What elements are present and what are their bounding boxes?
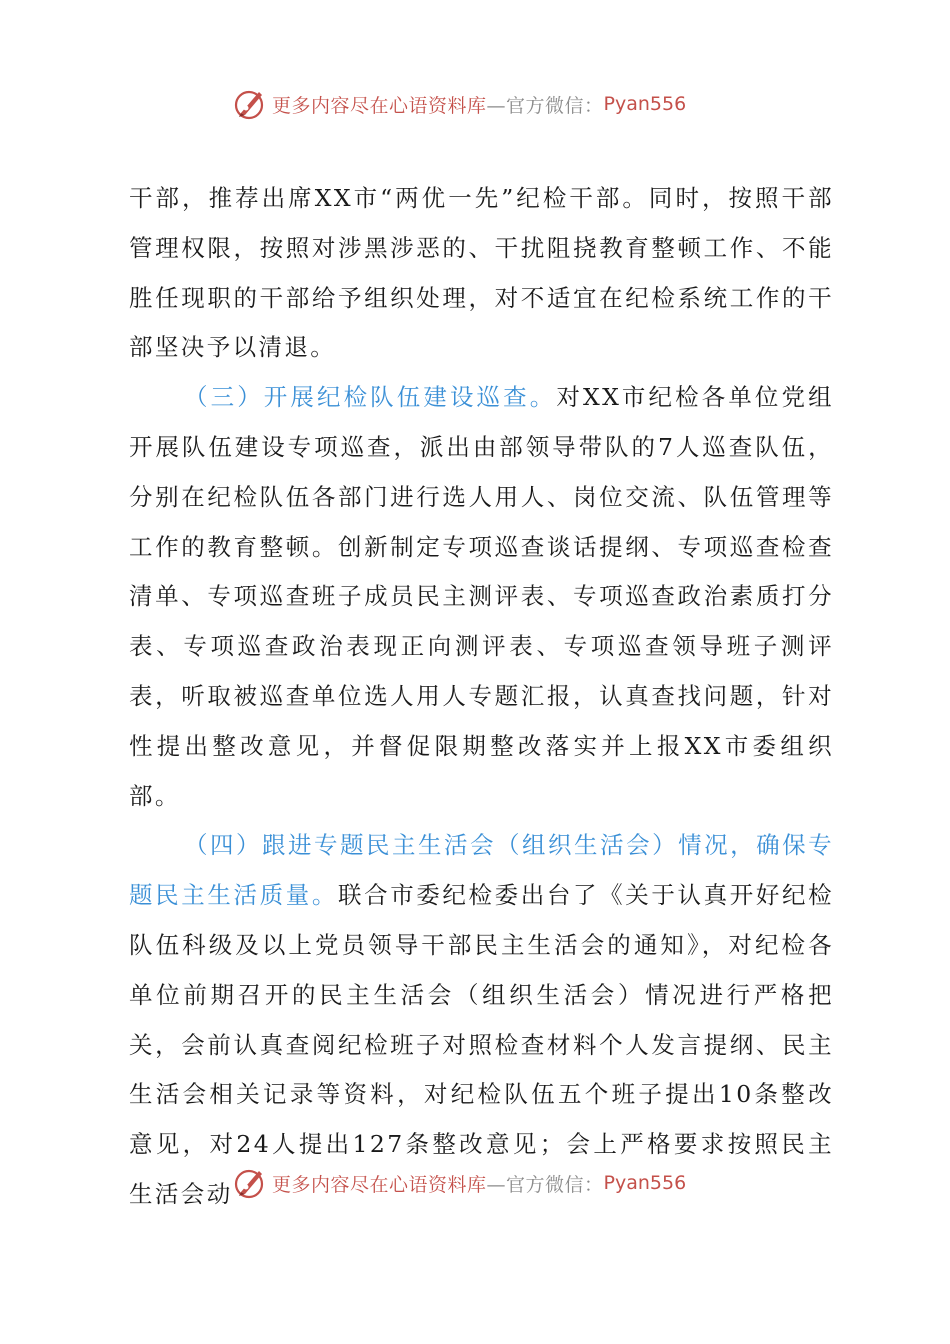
paragraph-2-text: 对XX市纪检各单位党组开展队伍建设专项巡查，派出由部领导带队的7人巡查队伍，分别在纪检队伍各部门进行选人用人、岗位交流、队伍管理等工作的教育整顿。创新制定专项巡查谈话提纲、专项巡查检查清单、专项巡查班子成员民主测评表、专项巡查政治素质打分表、专项巡查政治表现正向测评表、专项巡查领导班子测评表，听取被巡查单位选人用人专题汇报，认真查找问题，针对性提出整改意见，并督促限期整改落实并上报XX市委组织部。 [129, 383, 834, 810]
watermark-main-text: 更多内容尽在心语资料库 [272, 94, 487, 117]
pen-logo-icon [232, 1165, 268, 1201]
document-body [129, 174, 834, 1220]
pen-logo-icon [232, 86, 268, 122]
paragraph-2 [129, 373, 834, 821]
watermark-id-text: Pyan556 [603, 93, 687, 115]
watermark-sub-text: —官方微信： [486, 1173, 604, 1196]
watermark-main-text: 更多内容尽在心语资料库 [272, 1173, 487, 1196]
paragraph-3-text: 联合市委纪检委出台了《关于认真开好纪检队伍科级及以上党员领导干部民主生活会的通知》，对纪检各单位前期召开的民主生活会（组织生活会）情况进行严格把关，会前认真查阅纪检班子对照检查材料个人发言提纲、民主生活会相关记录等资料，对纪检队伍五个班子提出10条整改意见，对24人提出127条整改意见；会上严格要求按照民主生活会动 [129, 881, 834, 1208]
paragraph-1 [129, 174, 834, 373]
paragraph-1-text: 干部，推荐出席XX市“两优一先”纪检干部。同时，按照干部管理权限，按照对涉黑涉恶的、干扰阻挠教育整顿工作、不能胜任现职的干部给予组织处理，对不适宜在纪检系统工作的干部坚决予以清退。 [129, 184, 834, 362]
section-heading-4: （四）跟进专题民主生活会（组织生活会）情况，确保专题民主生活质量。 [129, 831, 834, 910]
watermark-banner-bottom [232, 1163, 686, 1203]
watermark-banner-top [232, 84, 686, 124]
paragraph-3 [129, 821, 834, 1219]
watermark-sub-text: —官方微信： [486, 94, 604, 117]
section-heading-3: （三）开展纪检队伍建设巡查。 [184, 383, 557, 412]
watermark-id-text: Pyan556 [603, 1172, 687, 1194]
